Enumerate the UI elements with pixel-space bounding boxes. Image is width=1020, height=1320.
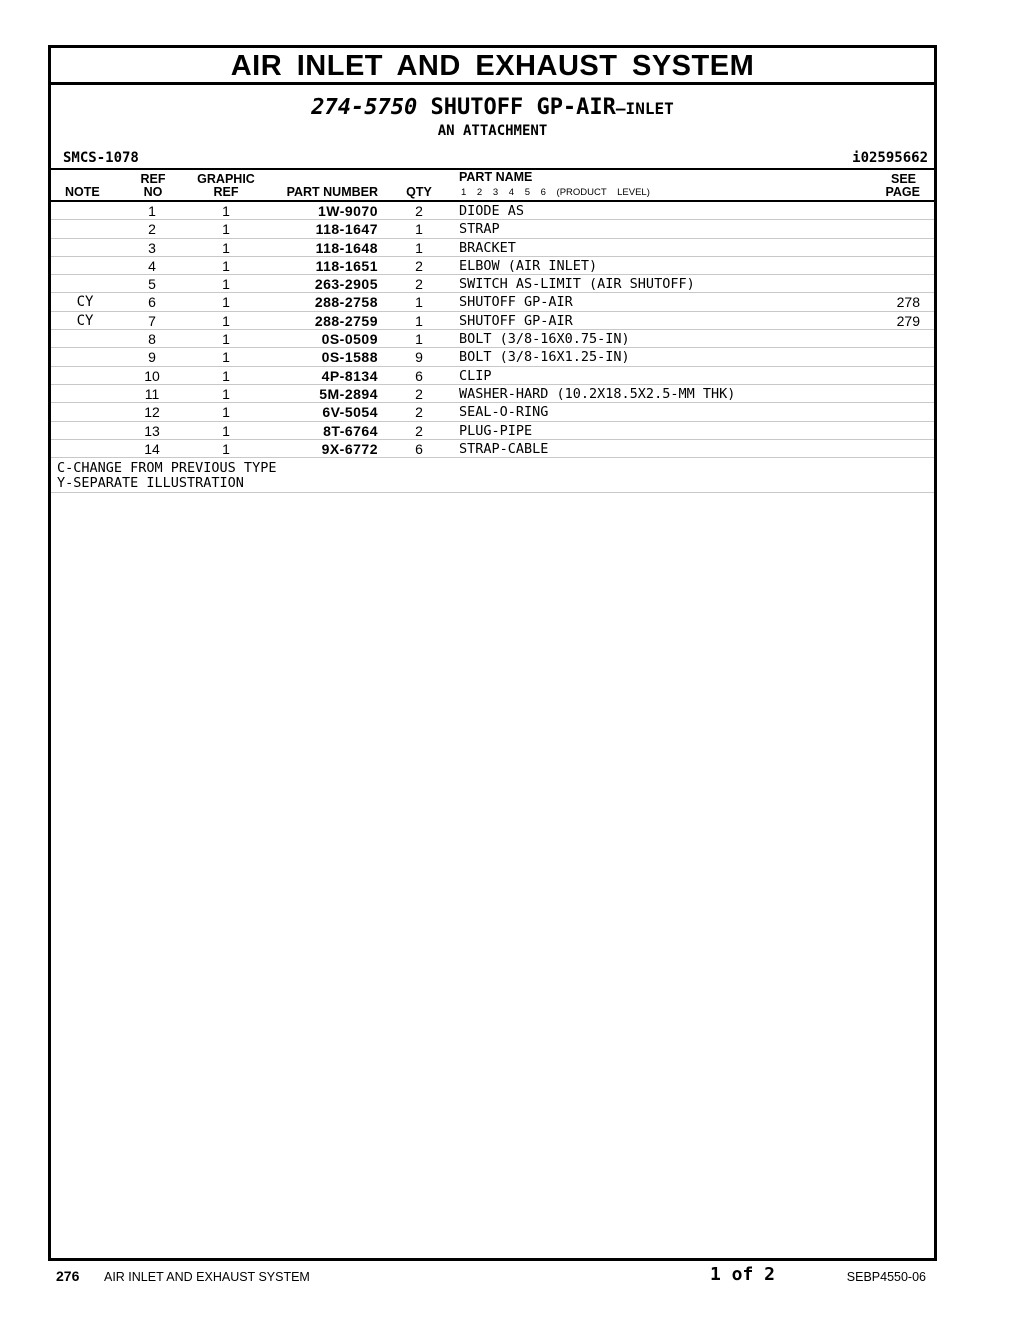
ref-no-cell: 13 bbox=[144, 422, 160, 439]
part-number-cell: 0S-0509 bbox=[321, 331, 378, 348]
qty-cell: 1 bbox=[415, 221, 423, 238]
col-part-name: PART NAME bbox=[459, 170, 533, 184]
col-graphic-top: GRAPHIC bbox=[197, 172, 255, 186]
col-note: NOTE bbox=[65, 185, 100, 199]
graphic-ref-cell: 1 bbox=[222, 312, 230, 329]
ref-no-cell: 1 bbox=[148, 203, 156, 219]
ref-no-cell: 11 bbox=[144, 385, 160, 402]
graphic-ref-cell: 1 bbox=[222, 331, 230, 348]
qty-cell: 9 bbox=[415, 349, 423, 366]
graphic-ref-cell: 1 bbox=[222, 221, 230, 238]
notes-legend bbox=[51, 458, 934, 493]
part-number-cell: 0S-1588 bbox=[321, 349, 378, 366]
part-name-cell: SWITCH AS-LIMIT (AIR SHUTOFF) bbox=[459, 276, 695, 293]
part-name-cell: SHUTOFF GP-AIR bbox=[459, 294, 573, 311]
table-row bbox=[51, 330, 934, 348]
note-cell: CY bbox=[76, 294, 94, 311]
group-suffix: —INLET bbox=[615, 99, 674, 118]
col-qty: QTY bbox=[406, 185, 432, 199]
col-graphic-bottom: REF bbox=[213, 185, 239, 199]
graphic-ref-cell: 1 bbox=[222, 404, 230, 421]
smcs-row bbox=[51, 146, 934, 170]
graphic-ref-cell: 1 bbox=[222, 349, 230, 366]
group-name: SHUTOFF GP-AIR bbox=[430, 95, 616, 120]
part-number-cell: 9X-6772 bbox=[321, 440, 378, 457]
col-ref-bottom: NO bbox=[143, 185, 163, 199]
table-row bbox=[51, 348, 934, 366]
table-header bbox=[51, 170, 934, 202]
col-see-top: SEE bbox=[890, 172, 916, 186]
table-row bbox=[51, 202, 934, 220]
part-number-cell: 4P-8134 bbox=[321, 367, 378, 384]
part-number-cell: 263-2905 bbox=[314, 276, 378, 293]
attachment-label: AN ATTACHMENT bbox=[437, 123, 548, 139]
part-name-cell: STRAP-CABLE bbox=[459, 440, 549, 457]
table-row bbox=[51, 257, 934, 275]
part-name-cell: ELBOW (AIR INLET) bbox=[459, 257, 598, 274]
ref-no-cell: 12 bbox=[144, 404, 160, 421]
part-name-cell: WASHER-HARD (10.2X18.5X2.5-MM THK) bbox=[459, 385, 736, 402]
graphic-ref-cell: 1 bbox=[222, 203, 230, 219]
qty-cell: 2 bbox=[415, 276, 423, 293]
table-row bbox=[51, 293, 934, 311]
part-number-cell: 118-1651 bbox=[315, 257, 378, 274]
ref-no-cell: 10 bbox=[144, 367, 160, 384]
part-name-cell: DIODE AS bbox=[459, 203, 525, 219]
table-row bbox=[51, 403, 934, 421]
part-name-cell: PLUG-PIPE bbox=[459, 422, 533, 439]
table-row bbox=[51, 385, 934, 403]
note-cell: CY bbox=[76, 312, 94, 329]
graphic-ref-cell: 1 bbox=[222, 257, 230, 274]
ref-no-cell: 2 bbox=[148, 221, 156, 238]
ref-no-cell: 5 bbox=[148, 276, 156, 293]
qty-cell: 6 bbox=[415, 440, 423, 457]
ref-no-cell: 14 bbox=[144, 440, 160, 457]
qty-cell: 2 bbox=[415, 404, 423, 421]
col-see-bottom: PAGE bbox=[885, 185, 920, 199]
table-row bbox=[51, 312, 934, 330]
table-row bbox=[51, 275, 934, 293]
table-row bbox=[51, 239, 934, 257]
ref-no-cell: 6 bbox=[148, 294, 156, 311]
part-name-cell: BOLT (3/8-16X0.75-IN) bbox=[459, 331, 630, 348]
page-footer bbox=[0, 1264, 1020, 1288]
group-number: 274-5750 bbox=[311, 95, 418, 120]
part-number-cell: 118-1648 bbox=[315, 239, 378, 256]
table-row bbox=[51, 367, 934, 385]
part-name-cell: BRACKET bbox=[459, 239, 516, 256]
part-number-cell: 118-1647 bbox=[315, 221, 378, 238]
page-frame bbox=[48, 45, 937, 1261]
footer-sheet: 1 of 2 bbox=[710, 1264, 776, 1285]
qty-cell: 6 bbox=[415, 367, 423, 384]
table-row bbox=[51, 220, 934, 238]
part-number-cell: 288-2759 bbox=[314, 312, 378, 329]
qty-cell: 1 bbox=[415, 312, 423, 329]
part-number-cell: 1W-9070 bbox=[317, 203, 378, 219]
qty-cell: 2 bbox=[415, 257, 423, 274]
ref-no-cell: 4 bbox=[148, 257, 156, 274]
ref-no-cell: 7 bbox=[148, 312, 156, 329]
table-row bbox=[51, 422, 934, 440]
part-name-cell: BOLT (3/8-16X1.25-IN) bbox=[459, 349, 630, 366]
footer-document-id: SEBP4550-06 bbox=[846, 1270, 926, 1284]
parts-table bbox=[51, 202, 934, 458]
note-line: C-CHANGE FROM PREVIOUS TYPE bbox=[57, 460, 277, 477]
see-page-cell: 279 bbox=[896, 312, 920, 329]
graphic-ref-cell: 1 bbox=[222, 385, 230, 402]
graphic-ref-cell: 1 bbox=[222, 367, 230, 384]
ref-no-cell: 9 bbox=[148, 349, 156, 366]
footer-page-number: 276 bbox=[56, 1268, 80, 1284]
part-name-cell: SEAL-O-RING bbox=[459, 404, 549, 421]
graphic-ref-cell: 1 bbox=[222, 276, 230, 293]
ref-no-cell: 3 bbox=[148, 239, 156, 256]
graphic-ref-cell: 1 bbox=[222, 239, 230, 256]
note-line: Y-SEPARATE ILLUSTRATION bbox=[57, 475, 244, 492]
see-page-cell: 278 bbox=[896, 294, 920, 311]
footer-section-title: AIR INLET AND EXHAUST SYSTEM bbox=[104, 1270, 310, 1284]
qty-cell: 1 bbox=[415, 331, 423, 348]
part-name-cell: CLIP bbox=[459, 367, 492, 384]
qty-cell: 2 bbox=[415, 203, 423, 219]
smcs-code: SMCS-1078 bbox=[63, 150, 139, 166]
group-heading bbox=[51, 95, 934, 122]
part-name-cell: SHUTOFF GP-AIR bbox=[459, 312, 573, 329]
ref-no-cell: 8 bbox=[148, 331, 156, 348]
part-number-cell: 288-2758 bbox=[314, 294, 378, 311]
graphic-ref-cell: 1 bbox=[222, 440, 230, 457]
table-row bbox=[51, 440, 934, 458]
qty-cell: 2 bbox=[415, 385, 423, 402]
col-product-level: 1 2 3 4 5 6 (PRODUCT LEVEL) bbox=[461, 187, 650, 198]
qty-cell: 2 bbox=[415, 422, 423, 439]
qty-cell: 1 bbox=[415, 294, 423, 311]
part-number-cell: 5M-2894 bbox=[319, 385, 378, 402]
graphic-ref-cell: 1 bbox=[222, 422, 230, 439]
col-part-number: PART NUMBER bbox=[286, 185, 378, 199]
section-title: AIR INLET AND EXHAUST SYSTEM bbox=[51, 48, 934, 85]
col-ref-top: REF bbox=[140, 172, 166, 186]
part-number-cell: 8T-6764 bbox=[323, 422, 378, 439]
part-number-cell: 6V-5054 bbox=[322, 404, 378, 421]
part-name-cell: STRAP bbox=[459, 221, 500, 238]
graphic-ref-cell: 1 bbox=[222, 294, 230, 311]
illustration-id: i02595662 bbox=[852, 150, 928, 166]
qty-cell: 1 bbox=[415, 239, 423, 256]
